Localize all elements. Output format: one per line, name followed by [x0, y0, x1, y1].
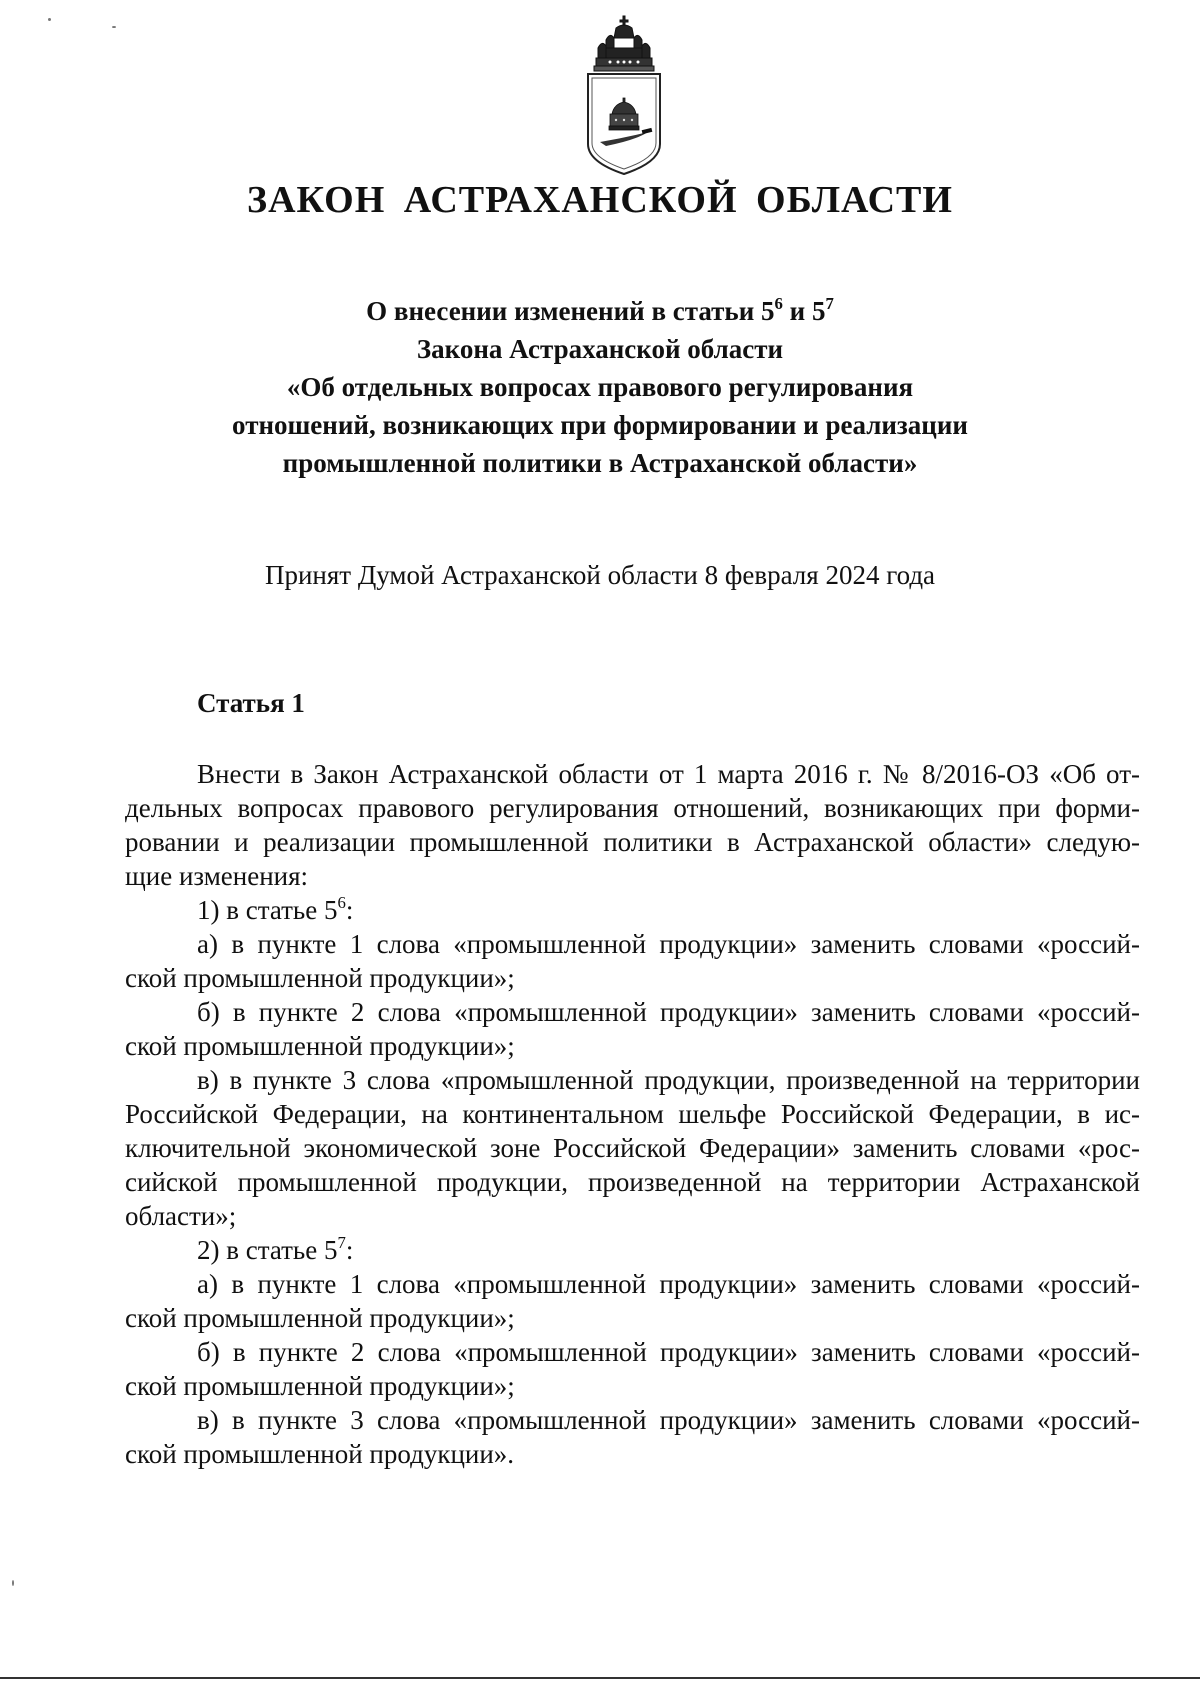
subtitle-line: отношений, возникающих при формировании и реализации: [232, 410, 968, 440]
law-subtitle: [120, 292, 1080, 482]
body-line: Российской Федерации, на континентальном шельфе Российской Федерации, в ис-: [125, 1099, 1140, 1129]
article-heading: Статья 1: [197, 688, 305, 718]
superscript: 6: [337, 893, 346, 913]
superscript: 7: [337, 1233, 346, 1253]
law-title: ЗАКОН АСТРАХАНСКОЙ ОБЛАСТИ: [247, 179, 953, 221]
body-line: б) в пункте 2 слова «промышленной продукции» заменить словами «россий-: [197, 1337, 1140, 1367]
body-line: ровании и реализации промышленной политики в Астраханской области» следую-: [125, 827, 1140, 857]
subtitle-line: Закона Астраханской области: [416, 334, 784, 364]
superscript: 7: [825, 294, 834, 314]
body-line: а) в пункте 1 слова «промышленной продукции» заменить словами «россий-: [197, 929, 1140, 959]
body-line: ключительной экономической зоне Российской Федерации» заменить словами «рос-: [125, 1133, 1140, 1163]
subtitle-text: и 5: [782, 296, 826, 326]
body-line: дельных вопросах правового регулирования отношений, возникающих при форми-: [125, 793, 1140, 823]
item-text: 2) в статье 5: [197, 1235, 338, 1265]
page-bottom-rule: [0, 1677, 1200, 1679]
scan-speck: [112, 26, 116, 28]
article-body: [125, 757, 1140, 1471]
body-line: в) в пункте 3 слова «промышленной продукции» заменить словами «россий-: [197, 1405, 1140, 1435]
item-text: :: [345, 895, 354, 925]
superscript: 6: [774, 294, 783, 314]
subtitle-line: [120, 292, 1080, 330]
body-line: ской промышленной продукции»;: [125, 1031, 515, 1061]
body-line: ской промышленной продукции»;: [125, 1371, 515, 1401]
coat-of-arms-emblem: [576, 14, 672, 176]
body-line: б) в пункте 2 слова «промышленной продукции» заменить словами «россий-: [197, 997, 1140, 1027]
body-line: ской промышленной продукции».: [125, 1439, 515, 1469]
scan-speck: [12, 1580, 14, 1586]
body-line: щие изменения:: [125, 861, 309, 891]
subtitle-line: «Об отдельных вопросах правового регулирования: [286, 372, 914, 402]
subtitle-text: О внесении изменений в статьи 5: [366, 296, 775, 326]
body-line: а) в пункте 1 слова «промышленной продукции» заменить словами «россий-: [197, 1269, 1140, 1299]
body-line: сийской промышленной продукции, произведенной на территории Астраханской: [125, 1167, 1140, 1197]
body-line: ской промышленной продукции»;: [125, 963, 515, 993]
scan-speck: [48, 18, 51, 21]
body-line: Внести в Закон Астраханской области от 1 марта 2016 г. № 8/2016-ОЗ «Об от-: [197, 759, 1140, 789]
adoption-statement: Принят Думой Астраханской области 8 февраля 2024 года: [264, 560, 936, 590]
body-line: области»;: [125, 1201, 237, 1231]
item-text: 1) в статье 5: [197, 895, 338, 925]
body-line: [125, 1233, 1140, 1267]
item-text: :: [345, 1235, 354, 1265]
body-line: в) в пункте 3 слова «промышленной продукции, произведенной на территории: [197, 1065, 1140, 1095]
body-line: [125, 893, 1140, 927]
body-line: ской промышленной продукции»;: [125, 1303, 515, 1333]
subtitle-line: промышленной политики в Астраханской области»: [282, 448, 918, 478]
